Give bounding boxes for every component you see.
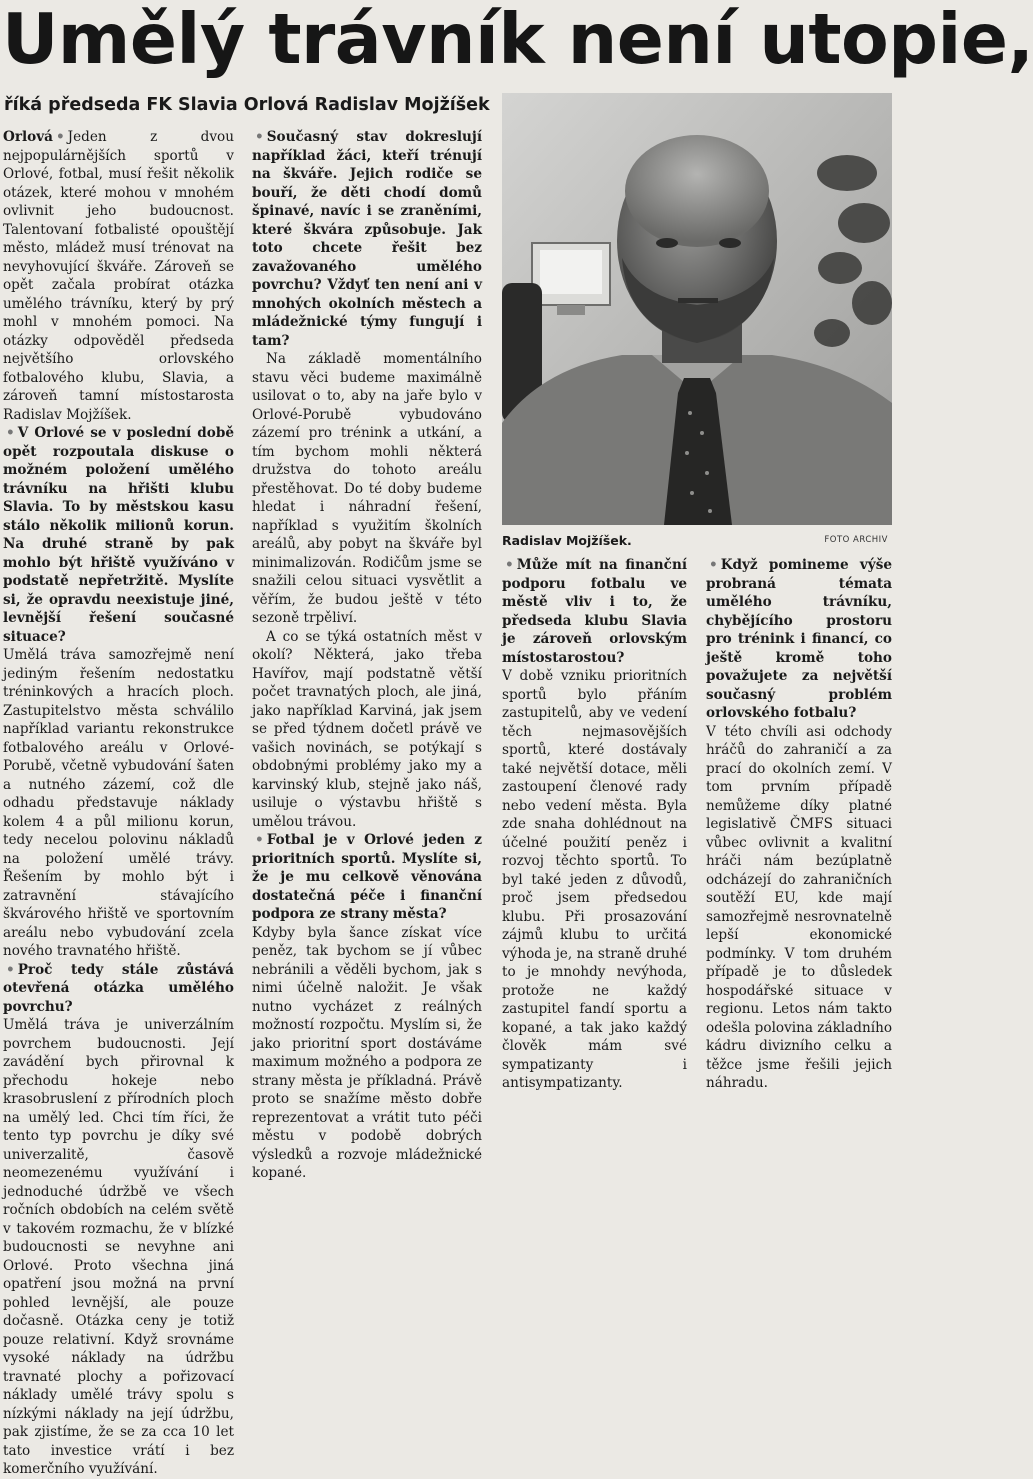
article-column-3: [502, 556, 687, 1091]
question-4: [252, 831, 482, 924]
answer-1: Umělá tráva samozřejmě není jediným řešením nedostatku tréninkových a hracích ploch. Zastupitelstvo města schválilo například variantu rekonstrukce fotbalového areálu v Orlové-Porubě, včetně vybudování šaten a nutného zázemí, což dle odhadu představuje náklady kolem 4 a půl milionu korun, tedy necelou polovinu nákladů na položení umělé trávy. Řešením by mohlo být i zatravnění stávajícího škvárového hřiště ve sportovním areálu nebo vybudování zcela nového travnatého hřiště.: [3, 647, 234, 959]
question-5-text: Může mít na finanční podporu fotbalu ve městě vliv i to, že předseda klubu Slavia je zároveň orlovským místostarostou?: [502, 557, 687, 666]
headline: Umělý trávník není utopie,: [2, 0, 1033, 80]
question-5: [502, 556, 687, 667]
dateline: Orlová: [3, 129, 53, 145]
question-1-text: V Orlové se v poslední době opět rozpoutala diskuse o možném položení umělého trávníku na hřišti klubu Slavia. To by městskou kasu stálo několik milionů korun. Na druhé straně by pak mohlo být hřiště využíváno v podstatě nepřetržitě. Myslíte si, že opravdu neexistuje jiné, levnější řešení současné situace?: [3, 425, 234, 645]
photo-credit: FOTO ARCHIV: [824, 535, 888, 545]
bullet-icon: •: [709, 557, 718, 573]
question-2-text: Proč tedy stále zůstává otevřená otázka umělého povrchu?: [3, 961, 234, 1015]
question-6-text: Když pomineme výše probraná témata umělého trávníku, chybějícího prostoru pro trénink i financí, co ještě kromě toho považujete za největší současný problém orlovského fotbalu?: [706, 557, 892, 721]
intro-text: Jeden z dvou nejpopulárnějších sportů v Orlové, fotbal, musí řešit několik otázek, které mohou v mnohém ovlivnit jeho budoucnost. Talentovaní fotbalisté opouštějí město, mládež musí trénovat na nevyhovující škváře. Zároveň se opět začala probírat otázka umělého trávníku, který by prý mohl v mnohém pomoci. Na otázky odpověděl předseda největšího orlovského fotbalového klubu, Slavia, a zároveň tamní místostarosta Radislav Mojžíšek.: [3, 129, 234, 423]
caption-name: Radislav Mojžíšek.: [502, 533, 632, 548]
answer-6: V této chvíli asi odchody hráčů do zahraničí a za prací do okolních zemí. V tom prvním případě nemůžeme díky platné legislativě ČMFS situaci vůbec ovlivnit a kvalitní hráči nám bezúplatně odcházejí do zahraničních soutěží EU, kde mají samozřejmě nesrovnatelně lepší ekonomické podmínky. V tom druhém případě je to důsledek hospodářské situace v regionu. Letos nám takto odešla polovina základního kádru divizního celku a těžce jsme řešili jejich náhradu.: [706, 723, 893, 1091]
question-3-text: Současný stav dokreslují například žáci, kteří trénují na škváře. Jejich rodiče se bouří, že děti chodí domů špinavé, navíc i se zraněními, které škvára způsobuje. Jak toto chcete řešit bez zavažovaného umělého povrchu? Vždyť ten není ani v mnohých okolních městech a mládežnické týmy fungují i tam?: [252, 129, 482, 349]
bullet-icon: •: [255, 832, 264, 848]
bullet-icon: •: [6, 961, 15, 978]
question-2: [3, 961, 234, 1017]
question-3: [252, 128, 482, 350]
bullet-icon: •: [6, 425, 15, 441]
article-column-2: [252, 128, 482, 1181]
bullet-icon: •: [255, 129, 264, 145]
portrait-photo: [502, 93, 892, 525]
photo-caption: [502, 533, 888, 553]
article-column-4: [706, 556, 893, 1091]
answer-5: V době vzniku prioritních sportů bylo přáním zastupitelů, aby ve vedení těch nejmasovějších sportů, které dostávaly také největší dotace, měli zastoupení členové rady nebo vedení města. Byla zde snaha dohlédnout na účelné použití peněz i rozvoj těchto sportů. To byl také jeden z důvodů, proč jsem předsedou klubu. Při prosazování zájmů klubu to určitá výhoda je, na straně druhé to je mnohdy nevýhoda, protože ne každý zastupitel fandí sportu a kopané, a tak jako každý člověk mám své sympatizanty i antisympatizanty.: [502, 668, 687, 1091]
question-1: [3, 424, 234, 646]
answer-4: Kdyby byla šance získat více peněz, tak bychom se jí vůbec nebránili a věděli bychom, jak s nimi účelně naložit. Je však nutno vycházet z reálných možností rozpočtu. Myslím si, že jako prioritní sport dostáváme maximum možného a podpora ze strany města je příkladná. Právě proto se snažíme město dobře reprezentovat a vrátit tuto péči městu v podobě dobrých výsledků a rozvoje mládežnické kopané.: [252, 924, 482, 1181]
intro-paragraph: [3, 128, 234, 424]
bullet-icon: •: [505, 557, 514, 573]
subheadline: říká předseda FK Slavia Orlová Radislav Mojžíšek: [4, 95, 490, 115]
answer-2: Umělá tráva je univerzálním povrchem budoucnosti. Její zavádění bych přirovnal k přechodu hokeje nebo krasobruslení z přírodních ploch na umělý led. Chci tím říci, že tento typ povrchu je díky své univerzalitě, časově neomezenému využívání i jednoduché údržbě ve všech ročních obdobích na celém světě v takovém rozmachu, že v blízké budoucnosti se nevyhne ani Orlové. Proto všechna jiná opatření jsou možná na první pohled levnější, ale pouze dočasně. Otázka ceny je totiž pouze relativní. Když srovnáme vysoké náklady na údržbu travnaté plochy a pořizovací náklady umělé trávy spolu s nízkými náklady na její údržbu, pak zjistíme, že se za cca 10 let tato investice vrátí i bez komerčního využívání.: [3, 1017, 234, 1477]
article-column-1: [3, 128, 234, 1477]
question-6: [706, 556, 892, 723]
question-4-text: Fotbal je v Orlové jeden z prioritních sportů. Myslíte si, že je mu celkově věnována dostatečná péče i finanční podpora ze strany města?: [252, 832, 482, 922]
answer-3: Na základě momentálního stavu věci budeme maximálně usilovat o to, aby na jaře bylo v Orlové-Porubě vybudováno zázemí pro trénink a utkání, a tím bychom mohli některá družstva do tohoto areálu přestěhovat. Do té doby budeme hledat i náhradní řešení, například s využitím školních areálů, aby pobyt na škváře byl minimalizován. Rodičům jsme se snažili celou situaci vysvětlit a věřím, že budou ještě v této sezoně trpěliví.: [252, 351, 482, 626]
bullet-icon: •: [55, 129, 65, 145]
answer-3-continued: A co se týká ostatních měst v okolí? Některá, jako třeba Havířov, mají podstatně větší počet travnatých ploch, ale jiná, jako například Karviná, jak jsem se před týdnem dočetl právě ve vašich novinách, se potýkají s obdobnými problémy jako my a karvinský klub, stejně jako náš, usiluje o výstavbu hřiště s umělou trávou.: [252, 628, 482, 830]
